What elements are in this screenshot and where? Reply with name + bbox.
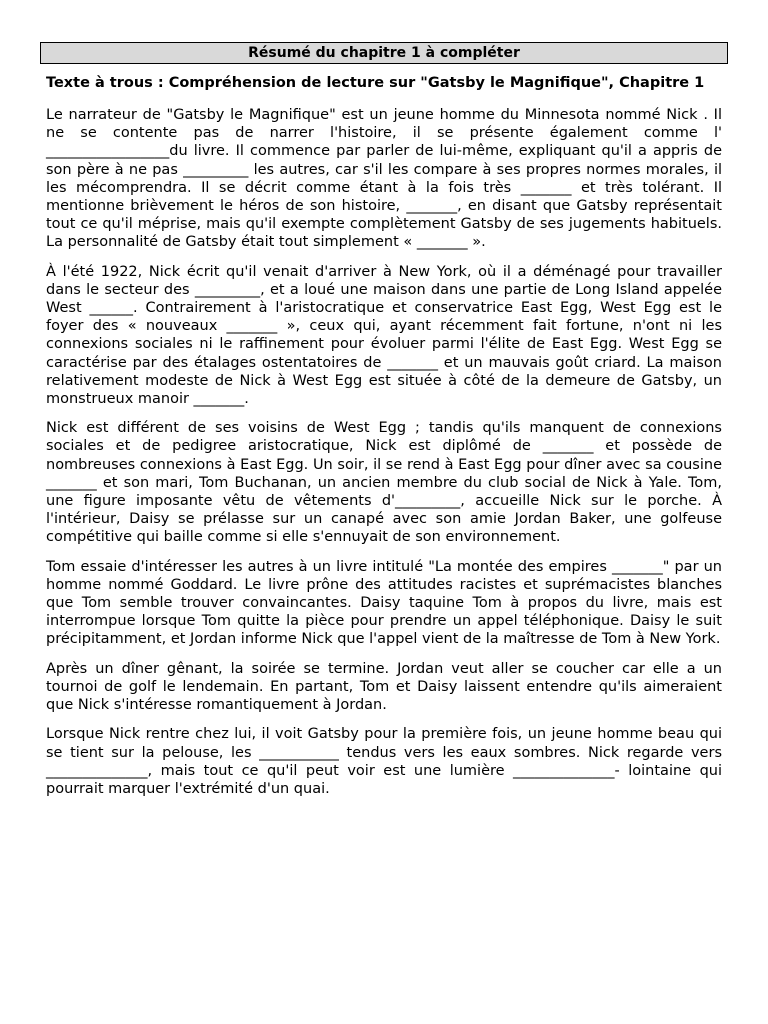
paragraph-1: Le narrateur de "Gatsby le Magnifique" est un jeune homme du Minnesota nommé Nick . Il ne se contente pas de narrer l'histoire, il se présente également comme l' _________________du livre. Il commence par parler de lui-même, expliquant qu'il a appris de son père à ne pas _________ les autres, car s'il les compare à ses propres normes morales, il les mécomprendra. Il se décrit comme étant à la fois très _______ et très tolérant. Il mentionne brièvement le héros de son histoire, _______, en disant que Gatsby représentait tout ce qu'il méprise, mais qu'il exempte complètement Gatsby de ses jugements habituels. La personnalité de Gatsby était tout simplement « _______ ». [46, 107, 722, 251]
paragraph-5: Après un dîner gênant, la soirée se termine. Jordan veut aller se coucher car elle a un tournoi de golf le lendemain. En partant, Tom et Daisy laissent entendre qu'ils aimeraient que Nick s'intéresse romantiquement à Jordan. [46, 660, 722, 714]
paragraph-6: Lorsque Nick rentre chez lui, il voit Gatsby pour la première fois, un jeune homme beau qui se tient sur la pelouse, les ___________ tendus vers les eaux sombres. Nick regarde vers ______________, mais tout ce qu'il peut voir est une lumière ______________- lointaine qui pourrait marquer l'extrémité d'un quai. [46, 726, 722, 797]
document-subtitle: Texte à trous : Compréhension de lecture sur "Gatsby le Magnifique", Chapitre 1 [46, 75, 705, 91]
paragraph-4: Tom essaie d'intéresser les autres à un livre intitulé "La montée des empires _______" par un homme nommé Goddard. Le livre prône des attitudes racistes et suprémacistes blanches que Tom semble trouver convaincantes. Daisy taquine Tom à propos du livre, mais est interrompue lorsque Tom quitte la pièce pour prendre un appel téléphonique. Daisy le suit précipitamment, et Jordan informe Nick que l'appel vient de la maîtresse de Tom à New York. [46, 558, 722, 648]
paragraph-2: À l'été 1922, Nick écrit qu'il venait d'arriver à New York, où il a déménagé pour travailler dans le secteur des _________, et a loué une maison dans une partie de Long Island appelée West ______. Contrairement à l'aristocratique et conservatrice East Egg, West Egg est le foyer des « nouveaux _______ », ceux qui, ayant récemment fait fortune, n'ont ni les connexions sociales ni le raffinement pour évoluer parmi l'élite de East Egg. West Egg se caractérise par des étalages ostentatoires de _______ et un mauvais goût criard. La maison relativement modeste de Nick à West Egg est située à côté de la demeure de Gatsby, un monstrueux manoir _______. [46, 263, 722, 408]
document-title: Résumé du chapitre 1 à compléter [40, 42, 728, 64]
document-page [40, 42, 728, 798]
paragraph-3: Nick est différent de ses voisins de West Egg ; tandis qu'ils manquent de connexions sociales et de pedigree aristocratique, Nick est diplômé de _______ et possède de nombreuses connexions à East Egg. Un soir, il se rend à East Egg pour dîner avec sa cousine _______ et son mari, Tom Buchanan, un ancien membre du club social de Nick à Yale. Tom, une figure imposante vêtu de vêtements d'_________, accueille Nick sur le porche. À l'intérieur, Daisy se prélasse sur un canapé avec son amie Jordan Baker, une golfeuse compétitive qui baille comme si elle s'ennuyait de son environnement. [46, 420, 722, 546]
